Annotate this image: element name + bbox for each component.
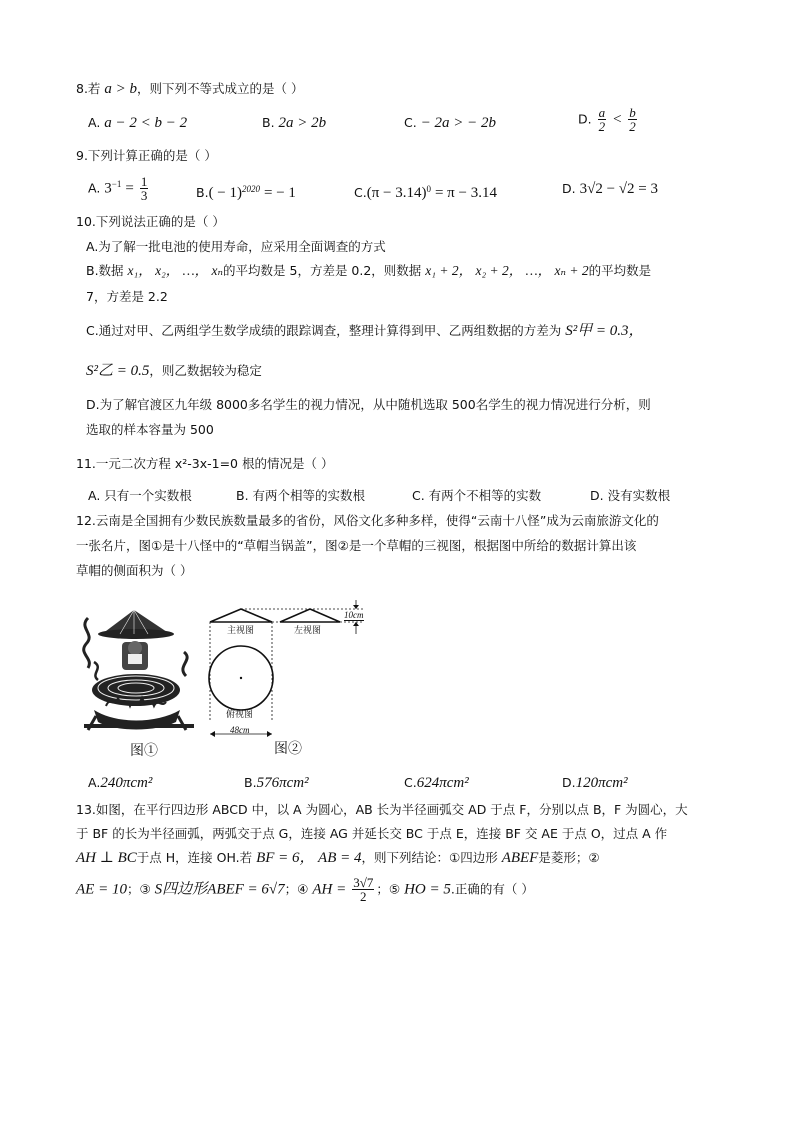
question-13-line1: 13.如图，在平行四边形 ABCD 中，以 A 为圆心，AB 长为半径画弧交 AD 于点 F，分别以点 B，F 为圆心，大 [76,802,688,817]
top-view-label: 俯视图 [226,710,254,720]
q10-option-c-line2: S²乙 = 0.5，则乙数据较为稳定 [86,363,262,379]
question-10-stem: 10.下列说法正确的是（ ） [76,214,225,229]
question-13-line4: AE = 10；③ S四边形ABEF = 6√7；④ AH = $\frac{3√7}{2}$ ；⑤ HO = 5.正确的有（ ） [76,875,534,904]
q10-option-b-line2: 7，方差是 2.2 [86,289,168,304]
q12-option-d: D.120πcm² [562,775,628,791]
q11-option-a: A. 只有一个实数根 [88,488,192,503]
question-12-line1: 12.云南是全国拥有少数民族数量最多的省份，风俗文化多种多样，使得“云南十八怪”成为云南旅游文化的 [76,513,659,528]
left-view-label: 左视图 [294,626,322,636]
question-11-stem: 11.一元二次方程 x²-3x-1=0 根的情况是（ ） [76,456,334,471]
width-dimension-label: 48cm [230,725,250,735]
figure-2-label: 图② [274,741,302,757]
figure-1-label: 图① [130,743,158,759]
q10-option-d-line1: D.为了解官渡区九年级 8000多名学生的视力情况，从中随机选取 500名学生的视力情况进行分析，则 [86,397,651,412]
q10-option-c-line1: C.通过对甲、乙两组学生数学成绩的跟踪调查，整理计算得到甲、乙两组数据的方差为 S²甲 = 0.3， [86,323,644,339]
question-13-line2: 于 BF 的长为半径画弧，两弧交于点 G，连接 AG 并延长交 BC 于点 E，连接 BF 交 AE 于点 O，过点 A 作 [76,826,668,841]
q8-option-d: D. $\frac{a}{2}$ < $\frac{b}{2}$ [578,105,636,134]
q10-option-d-line2: 选取的样本容量为 500 [86,422,214,437]
q12-option-b: B.576πcm² [244,775,309,791]
q8-option-a: A. a − 2 < b − 2 [88,115,188,131]
q8-condition: a > b [104,81,138,97]
q11-option-b: B. 有两个相等的实数根 [236,488,366,503]
q9-option-c: $C.(\pi - 3.14)^0 = \pi - 3.14$ [354,184,497,202]
q10-option-b-line1: B.数据 x₁， x₂， …， xₙ的平均数是 5，方差是 0.2，则数据 x₁ + 2， x₂ + 2， …， xₙ + 2的平均数是 [86,263,652,278]
question-9-stem: 9.下列计算正确的是（ ） [76,148,217,163]
q12-option-c: C.624πcm² [404,775,469,791]
height-dimension-label: 10cm [344,610,364,620]
q9-option-b: $B.( - 1)^{2020}$ = − 1 [196,184,296,202]
three-view-diagram [204,600,384,742]
q11-option-d: D. 没有实数根 [590,488,671,503]
q12-option-a: A.240πcm² [88,775,153,791]
question-13-line3: AH ⊥ BC于点 H，连接 OH.若 BF = 6， AB = 4，则下列结论：①四边形 ABEF是菱形；② [76,850,600,866]
q8-option-c: C. − 2a > − 2b [404,115,497,131]
question-12-line2: 一张名片，图①是十八怪中的“草帽当锅盖”，图②是一个草帽的三视图，根据图中所给的数据计算出该 [76,538,637,553]
q11-option-c: C. 有两个不相等的实数 [412,488,542,503]
q10-option-a: A.为了解一批电池的使用寿命，应采用全面调查的方式 [86,239,386,254]
q8-option-b: B. 2a > 2b [262,115,327,131]
q9-option-d: D. 3√2 − √2 = 3 [562,181,658,197]
question-8-stem: 8.若 a > b，则下列不等式成立的是（ ） [76,81,304,97]
question-12-line3: 草帽的侧面积为（ ） [76,563,193,578]
straw-hat-pot-illustration [76,598,201,743]
q9-option-a: A. $3^{-1}$ = $\frac{1}{3}$ [88,174,148,204]
front-view-label: 主视图 [227,626,255,636]
